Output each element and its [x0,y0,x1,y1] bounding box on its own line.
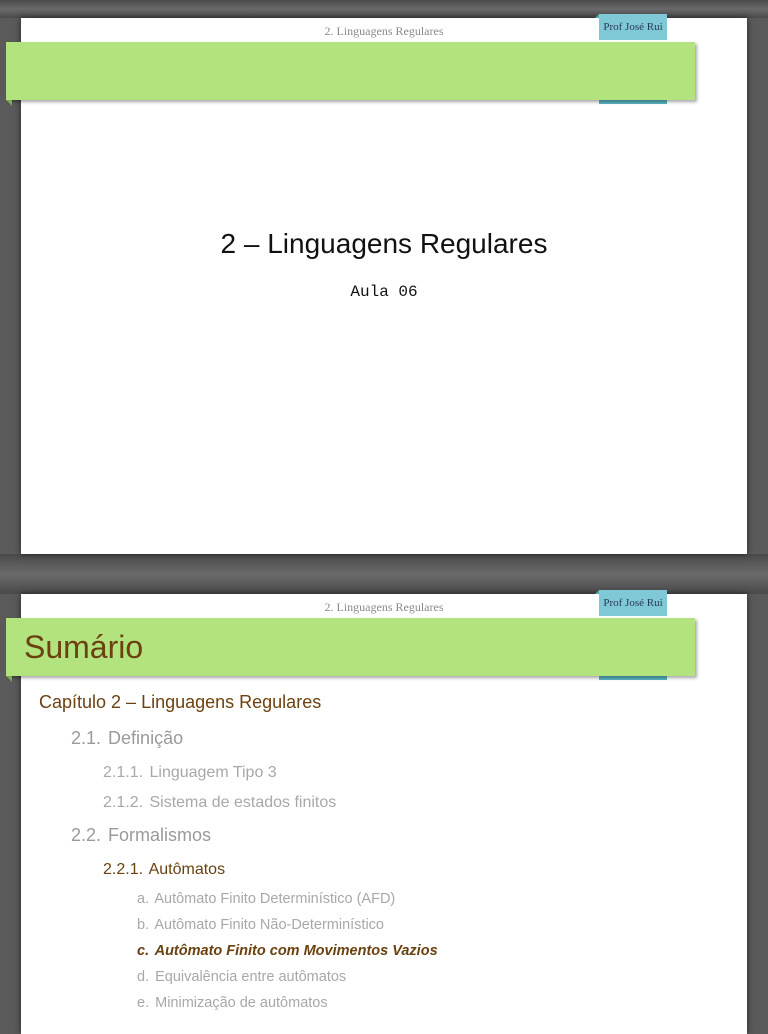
outline-item [137,969,346,985]
outline-text: Capítulo 2 – Linguagens Regulares [39,692,322,712]
outline-item [137,891,395,907]
outline-marker: e. [137,995,150,1011]
title-bar [6,42,695,100]
outline-item [137,917,384,933]
outline-marker: 2.2.1. [103,861,144,878]
outline-marker: b. [137,917,150,933]
outline-text: Equivalência entre autômatos [155,969,347,985]
outline-text: Minimização de autômatos [155,995,328,1011]
outline-text: Autômato Finito Determinístico (AFD) [154,891,396,907]
outline-marker: c. [137,943,150,959]
outline-marker: 2.1.1. [103,764,144,781]
slide-heading: Sumário [24,629,144,665]
outline-marker: a. [137,891,150,907]
slide-gap [0,554,768,594]
outline-text: Sistema de estados finitos [149,794,337,811]
outline-section [71,825,211,846]
outline-text: Formalismos [108,825,212,845]
outline-item-current [137,943,438,959]
outline-text: Autômato Finito Não-Determinístico [154,917,384,933]
outline-item [137,995,328,1011]
outline-text: Definição [108,728,184,748]
lesson-label: Aula 06 [350,283,418,301]
outline-subsection-current [103,861,225,879]
author-tag: Prof José Rui [599,14,667,40]
outline-text: Autômato Finito com Movimentos Vazios [154,943,438,959]
slide-summary [21,594,747,1034]
outline-marker: 2.1.2. [103,794,144,811]
outline-text: Linguagem Tipo 3 [149,764,277,781]
title-bar [6,618,695,676]
outline-section [71,728,183,749]
slide-title [21,18,747,554]
author-tag: Prof José Rui [599,590,667,616]
outline-subsection [103,764,277,782]
outline-subsection [103,794,336,812]
outline-marker: 2.1. [71,728,102,748]
outline-marker: d. [137,969,150,985]
outline-chapter [39,692,321,713]
presentation-title: 2 – Linguagens Regulares [220,228,548,259]
slide-header: 2. Linguagens Regulares [324,600,444,614]
outline-marker: 2.2. [71,825,102,845]
outline-text: Autômatos [148,861,226,878]
slide-header: 2. Linguagens Regulares [324,24,444,38]
